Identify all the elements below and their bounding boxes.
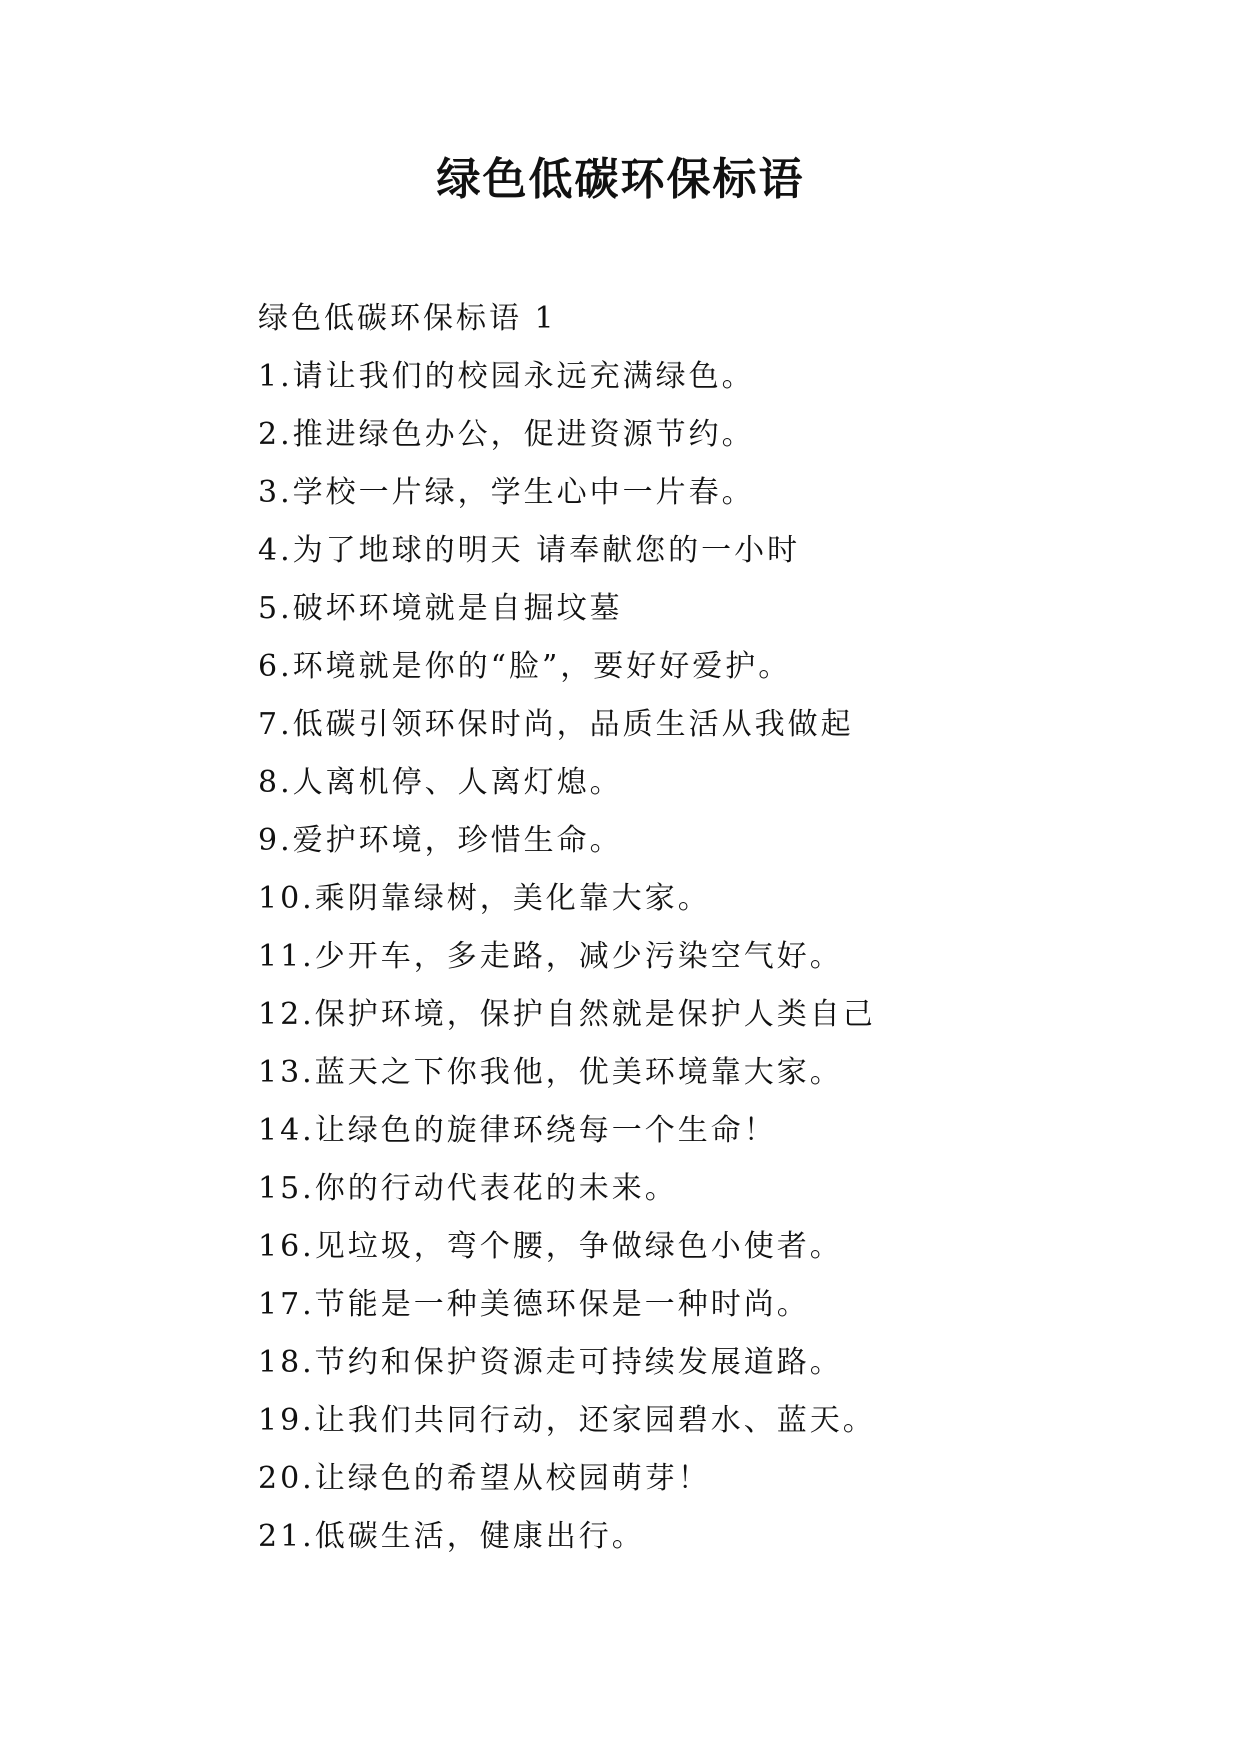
slogan-item: 3.学校一片绿，学生心中一片春。 (258, 475, 755, 510)
slogan-item: 6.环境就是你的“脸”，要好好爱护。 (258, 649, 792, 684)
document-title: 绿色低碳环保标语 (436, 154, 805, 205)
slogan-item: 15.你的行动代表花的未来。 (258, 1171, 678, 1206)
slogan-item: 8.人离机停、人离灯熄。 (258, 765, 623, 800)
section-heading: 绿色低碳环保标语 1 (258, 301, 557, 336)
slogan-item: 12.保护环境，保护自然就是保护人类自己 (258, 997, 876, 1032)
slogan-item: 17.节能是一种美德环保是一种时尚。 (258, 1287, 810, 1322)
slogan-item: 14.让绿色的旋律环绕每一个生命！ (258, 1113, 777, 1148)
slogan-item: 21.低碳生活，健康出行。 (258, 1519, 645, 1554)
slogan-list (258, 348, 1158, 1566)
slogan-item: 16.见垃圾，弯个腰，争做绿色小使者。 (258, 1229, 843, 1264)
slogan-item: 18.节约和保护资源走可持续发展道路。 (258, 1345, 843, 1380)
slogan-item: 5.破坏环境就是自掘坟墓 (258, 591, 623, 626)
slogan-item: 11.少开车，多走路，减少污染空气好。 (258, 939, 843, 974)
slogan-item: 19.让我们共同行动，还家园碧水、蓝天。 (258, 1403, 876, 1438)
slogan-item: 10.乘阴靠绿树，美化靠大家。 (258, 881, 711, 916)
slogan-item: 4.为了地球的明天 请奉献您的一小时 (258, 533, 801, 568)
slogan-item: 2.推进绿色办公，促进资源节约。 (258, 417, 755, 452)
slogan-item: 13.蓝天之下你我他，优美环境靠大家。 (258, 1055, 843, 1090)
slogan-item: 1.请让我们的校园永远充满绿色。 (258, 359, 755, 394)
slogan-item: 7.低碳引领环保时尚，品质生活从我做起 (258, 707, 854, 742)
document-body (258, 290, 1158, 1566)
slogan-item: 9.爱护环境，珍惜生命。 (258, 823, 623, 858)
slogan-item: 20.让绿色的希望从校园萌芽！ (258, 1461, 711, 1496)
